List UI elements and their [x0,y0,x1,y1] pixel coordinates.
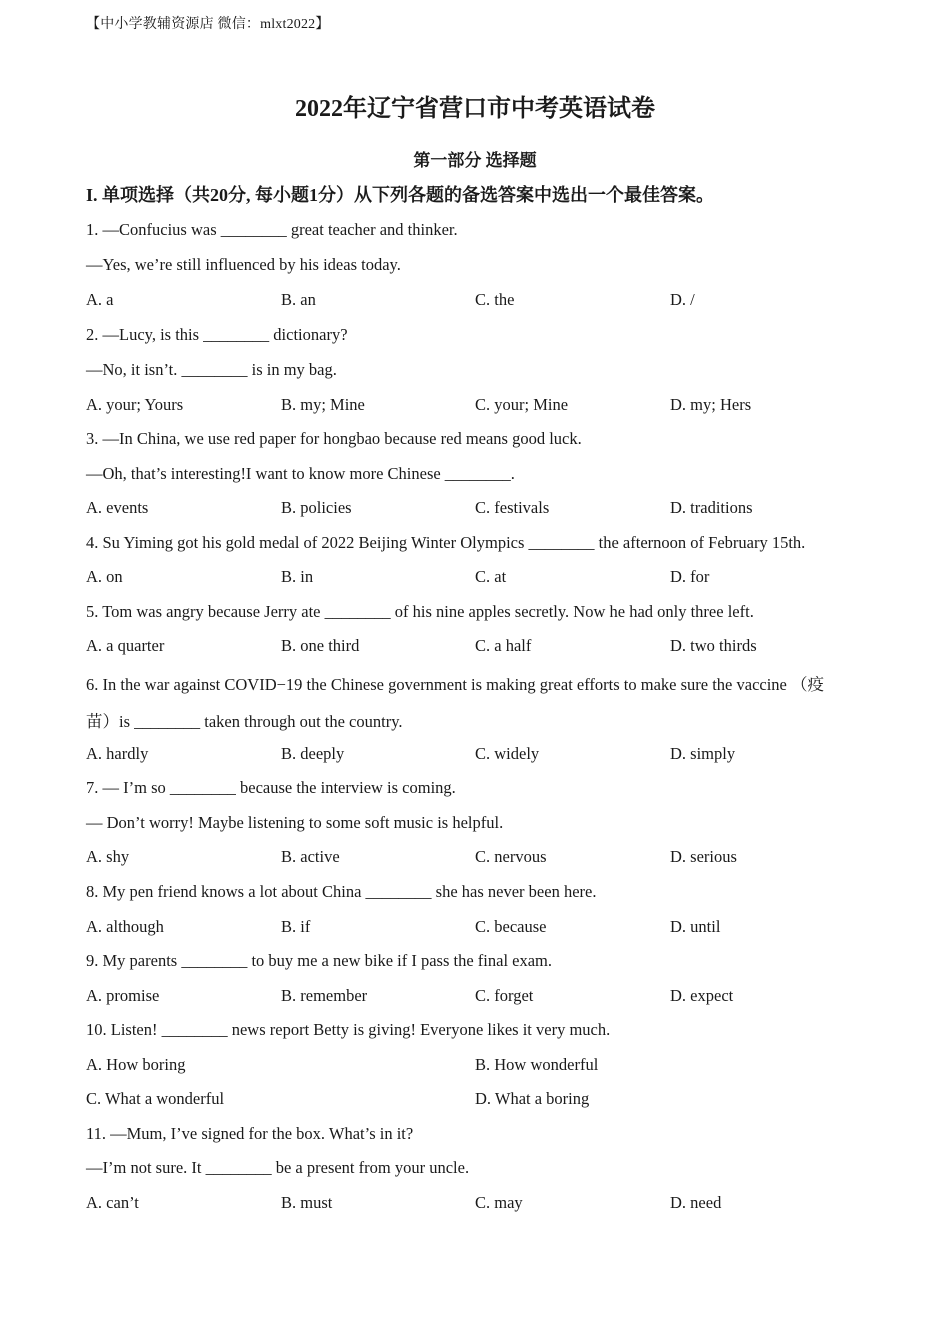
question-7-option-a: A. shy [86,847,130,866]
question-8-stem: 8. My pen friend knows a lot about China ________ she has never been here. [86,882,597,901]
question-5-option-c: C. a half [475,636,532,655]
question-10-option-c: C. What a wonderful [86,1089,225,1108]
question-8-option-d: D. until [670,917,721,936]
question-11-option-c: C. may [475,1193,523,1212]
question-11-reply: —I’m not sure. It ________ be a present from your uncle. [86,1158,470,1177]
part-title: 第一部分 选择题 [413,151,537,170]
question-7-option-c: C. nervous [475,847,547,866]
question-3-stem: 3. —In China, we use red paper for hongbao because red means good luck. [86,429,582,448]
question-4-option-d: D. for [670,567,710,586]
page-title: 2022年辽宁省营口市中考英语试卷 [295,96,655,122]
question-1-option-c: C. the [475,290,515,309]
question-2-reply: —No, it isn’t. ________ is in my bag. [86,360,337,379]
question-3-reply: —Oh, that’s interesting!I want to know more Chinese ________. [86,464,515,483]
question-8-option-b: B. if [281,917,311,936]
question-9-stem: 9. My parents ________ to buy me a new bike if I pass the final exam. [86,951,553,970]
question-5-option-b: B. one third [281,636,360,655]
question-8-option-c: C. because [475,917,547,936]
question-1-option-b: B. an [281,290,316,309]
question-10-option-a: A. How boring [86,1055,186,1074]
question-7-reply: — Don’t worry! Maybe listening to some soft music is helpful. [86,813,504,832]
question-9-option-a: A. promise [86,986,160,1005]
question-11-stem: 11. —Mum, I’ve signed for the box. What’s in it? [86,1124,414,1143]
question-2-option-b: B. my; Mine [281,395,365,414]
question-5-option-a: A. a quarter [86,636,165,655]
question-2-stem: 2. —Lucy, is this ________ dictionary? [86,325,348,344]
question-2-option-c: C. your; Mine [475,395,569,414]
question-11-option-b: B. must [281,1193,333,1212]
question-6-stem-continued: 苗）is ________ taken through out the country. [86,712,403,731]
question-3-option-c: C. festivals [475,498,550,517]
question-6-stem: 6. In the war against COVID−19 the Chinese government is making great efforts to make sure the vaccine （疫 [86,675,825,694]
question-7-option-b: B. active [281,847,340,866]
question-10-stem: 10. Listen! ________ news report Betty is giving! Everyone likes it very much. [86,1020,611,1039]
question-6-option-c: C. widely [475,744,540,763]
question-10-option-d: D. What a boring [475,1089,590,1108]
question-3-option-a: A. events [86,498,149,517]
question-7-option-d: D. serious [670,847,737,866]
question-5-stem: 5. Tom was angry because Jerry ate ________ of his nine apples secretly. Now he had only three left. [86,602,754,621]
question-1-option-d: D. / [670,290,695,309]
question-10-option-b: B. How wonderful [475,1055,599,1074]
question-11-option-d: D. need [670,1193,722,1212]
question-1-stem: 1. —Confucius was ________ great teacher and thinker. [86,220,458,239]
section-title: I. 单项选择（共20分, 每小题1分）从下列各题的备选答案中选出一个最佳答案。 [86,185,715,205]
question-2-option-d: D. my; Hers [670,395,752,414]
question-7-stem: 7. — I’m so ________ because the interview is coming. [86,778,456,797]
question-4-option-a: A. on [86,567,123,586]
question-8-option-a: A. although [86,917,164,936]
question-3-option-d: D. traditions [670,498,753,517]
question-11-option-a: A. can’t [86,1193,139,1212]
header-note: 【中小学教辅资源店 微信：mlxt2022】 [86,17,330,32]
question-1-option-a: A. a [86,290,114,309]
question-3-option-b: B. policies [281,498,352,517]
question-9-option-c: C. forget [475,986,534,1005]
question-6-option-a: A. hardly [86,744,149,763]
question-1-reply: —Yes, we’re still influenced by his ideas today. [86,255,401,274]
question-5-option-d: D. two thirds [670,636,757,655]
question-6-option-d: D. simply [670,744,736,763]
question-9-option-d: D. expect [670,986,734,1005]
question-9-option-b: B. remember [281,986,368,1005]
question-4-option-b: B. in [281,567,314,586]
question-4-option-c: C. at [475,567,507,586]
question-6-option-b: B. deeply [281,744,345,763]
question-2-option-a: A. your; Yours [86,395,184,414]
question-4-stem: 4. Su Yiming got his gold medal of 2022 Beijing Winter Olympics ________ the afternoon of February 15th. [86,533,806,552]
